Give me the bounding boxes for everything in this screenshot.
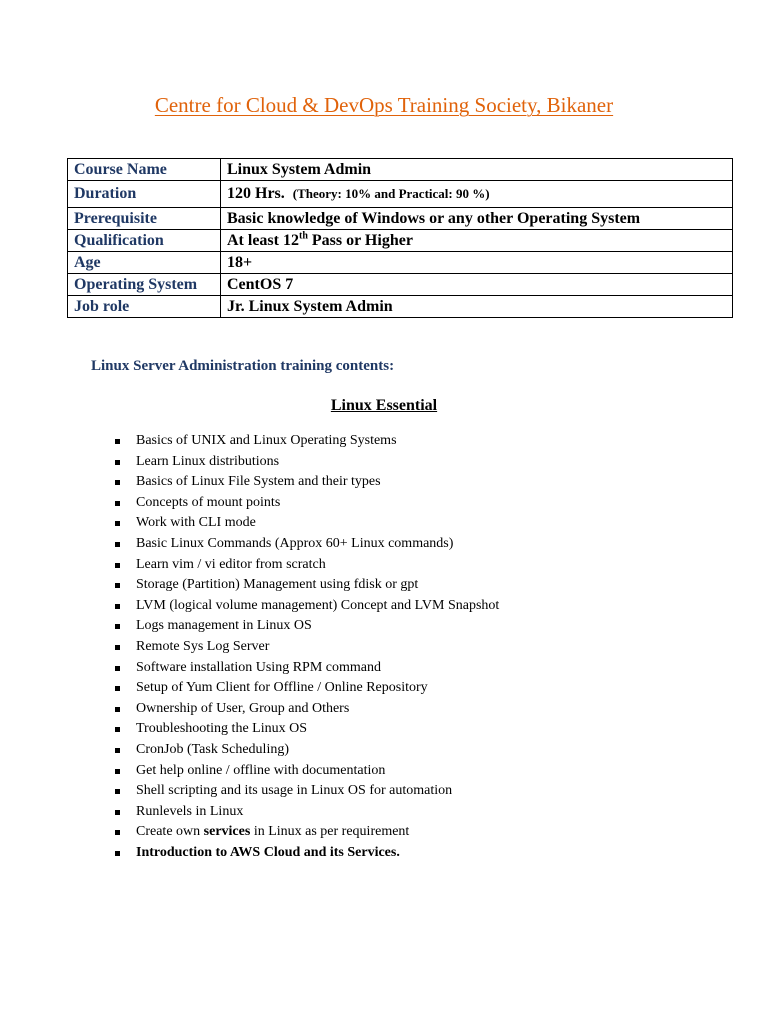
section-heading: Linux Server Administration training contents:: [91, 358, 395, 374]
list-item: [114, 699, 674, 720]
duration-value: 120 Hrs.: [227, 185, 285, 202]
list-item-text: Basics of Linux File System and their types: [136, 474, 381, 490]
list-item-text: Logs management in Linux OS: [136, 618, 312, 634]
list-item: [114, 740, 674, 761]
page-title: Centre for Cloud & DevOps Training Society, Bikaner: [154, 93, 614, 117]
bullet-icon: [115, 686, 120, 691]
list-item: [114, 431, 674, 452]
course-name-label: Course Name: [68, 159, 221, 181]
list-item: [114, 513, 674, 534]
course-info-table: [67, 158, 733, 318]
list-item-text: CronJob (Task Scheduling): [136, 741, 290, 757]
bullet-icon: [115, 624, 120, 629]
list-item: [114, 534, 674, 555]
list-item-text: Basic Linux Commands (Approx 60+ Linux commands): [136, 535, 454, 551]
list-item-text: Concepts of mount points: [136, 494, 281, 510]
bullet-icon: [115, 583, 120, 588]
bullet-icon: [115, 727, 120, 732]
bullet-icon: [115, 439, 120, 444]
list-item-text: Work with CLI mode: [136, 515, 256, 531]
list-item-text-pre: Create own: [136, 824, 204, 840]
bullet-icon: [115, 460, 120, 465]
list-item-text-post: in Linux as per requirement: [250, 824, 410, 840]
list-item-text: Troubleshooting the Linux OS: [136, 721, 307, 737]
table-row: [68, 208, 733, 230]
qualification-value-sup: th: [298, 230, 308, 242]
list-item-text: LVM (logical volume management) Concept and LVM Snapshot: [136, 597, 500, 613]
prerequisite-label: Prerequisite: [68, 208, 221, 230]
list-item: [114, 781, 674, 802]
topic-list: [114, 431, 674, 863]
bullet-icon: [115, 830, 120, 835]
list-item: [114, 843, 674, 864]
list-item: [114, 616, 674, 637]
os-label: Operating System: [68, 274, 221, 296]
duration-cell: [221, 181, 733, 208]
list-item: [114, 555, 674, 576]
list-item-text: Basics of UNIX and Linux Operating Systems: [136, 433, 397, 448]
bullet-icon: [115, 851, 120, 856]
qualification-cell: [221, 230, 733, 252]
bullet-icon: [115, 666, 120, 671]
bullet-icon: [115, 480, 120, 485]
list-item-text: Learn Linux distributions: [136, 453, 280, 469]
list-item-text: Storage (Partition) Management using fdisk or gpt: [136, 577, 419, 593]
list-item: [114, 822, 674, 843]
bullet-icon: [115, 769, 120, 774]
list-item-text: Introduction to AWS Cloud and its Services.: [136, 844, 400, 860]
list-item-text: Remote Sys Log Server: [136, 638, 270, 654]
list-item-text: Runlevels in Linux: [136, 803, 244, 819]
bullet-icon: [115, 501, 120, 506]
list-item: [114, 658, 674, 679]
age-label: Age: [68, 252, 221, 274]
subheading: Linux Essential: [330, 397, 438, 414]
duration-label: Duration: [68, 181, 221, 208]
bullet-icon: [115, 563, 120, 568]
bullet-icon: [115, 542, 120, 547]
os-value: CentOS 7: [221, 274, 733, 296]
list-item: [114, 472, 674, 493]
list-item-text: Software installation Using RPM command: [136, 659, 381, 675]
list-item: [114, 637, 674, 658]
list-item: [114, 493, 674, 514]
list-item: [114, 596, 674, 617]
table-row: [68, 159, 733, 181]
bullet-icon: [115, 810, 120, 815]
job-role-label: Job role: [68, 296, 221, 318]
qualification-label: Qualification: [68, 230, 221, 252]
list-item: [114, 575, 674, 596]
bullet-icon: [115, 645, 120, 650]
qualification-value-post: Pass or Higher: [307, 231, 413, 249]
list-item-text: Learn vim / vi editor from scratch: [136, 556, 326, 572]
list-item: [114, 452, 674, 473]
list-item-text: Ownership of User, Group and Others: [136, 700, 350, 716]
table-row: [68, 181, 733, 208]
age-value: 18+: [221, 252, 733, 274]
duration-note: (Theory: 10% and Practical: 90 %): [292, 186, 490, 201]
bullet-icon: [115, 789, 120, 794]
table-row: [68, 296, 733, 318]
list-item-text: Get help online / offline with documentation: [136, 762, 386, 778]
bullet-icon: [115, 521, 120, 526]
table-row: [68, 274, 733, 296]
prerequisite-value: Basic knowledge of Windows or any other Operating System: [221, 208, 733, 230]
bullet-icon: [115, 604, 120, 609]
table-row: [68, 252, 733, 274]
course-name-value: Linux System Admin: [221, 159, 733, 181]
list-item-text: Setup of Yum Client for Offline / Online Repository: [136, 680, 428, 696]
list-item-text: Shell scripting and its usage in Linux OS for automation: [136, 783, 453, 799]
list-item-text-bold: services: [203, 824, 251, 840]
job-role-value: Jr. Linux System Admin: [221, 296, 733, 318]
list-item: [114, 678, 674, 699]
bullet-icon: [115, 748, 120, 753]
list-item: [114, 802, 674, 823]
table-row: [68, 230, 733, 252]
qualification-value-pre: At least 12: [227, 231, 299, 249]
list-item: [114, 719, 674, 740]
bullet-icon: [115, 707, 120, 712]
list-item: [114, 761, 674, 782]
